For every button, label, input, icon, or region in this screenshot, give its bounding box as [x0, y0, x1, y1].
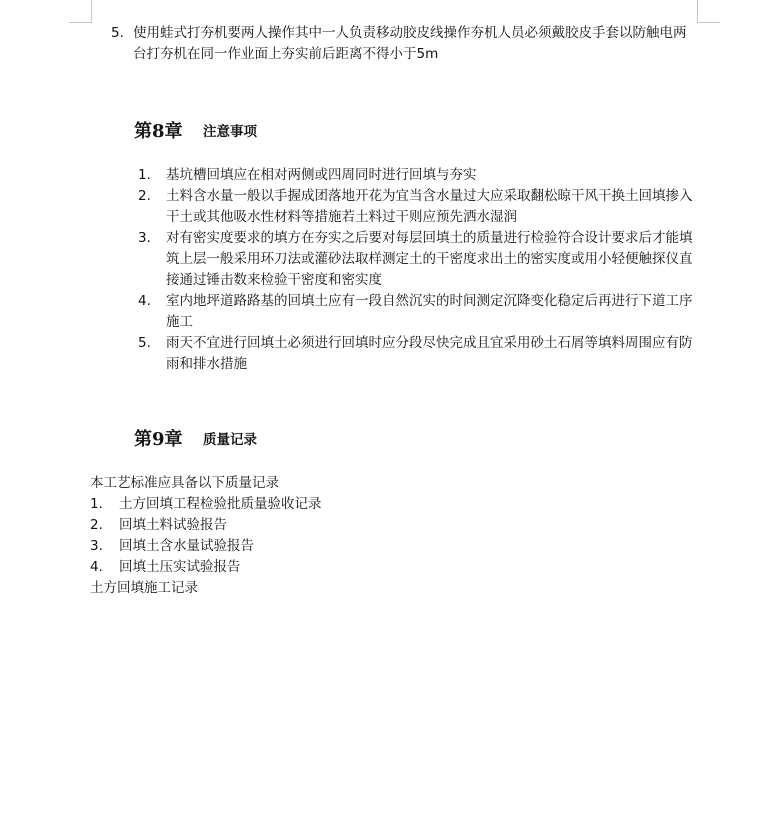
- list-text: 回填土压实试验报告: [119, 559, 241, 575]
- chapter-number: 第8章: [134, 121, 183, 142]
- list-item: [138, 291, 700, 333]
- list-item: [90, 557, 590, 578]
- list-number: 1.: [138, 167, 151, 183]
- list-number: 5.: [111, 25, 124, 41]
- list-text: 土方回填工程检验批质量验收记录: [119, 496, 322, 512]
- list-item: [90, 515, 590, 536]
- list-number: 2.: [138, 188, 151, 204]
- page-corner-mark-left: [69, 0, 92, 23]
- chapter-heading: [134, 117, 434, 143]
- list-number: 3.: [90, 538, 103, 554]
- list-text: 雨天不宜进行回填土必须进行回填时应分段尽快完成且宜采用砂土石屑等填料周围应有防雨和排水措施: [166, 335, 693, 372]
- list-number: 5.: [138, 335, 151, 351]
- list-text: 对有密实度要求的填方在夯实之后要对每层回填土的质量进行检验符合设计要求后才能填筑上层一般采用环刀法或灌砂法取样测定土的干密度求出土的密实度或用小轻便触探仪直接通过锤击数来检验干密度和密实度: [166, 230, 693, 288]
- closing-paragraph: 土方回填施工记录: [90, 580, 198, 596]
- list-text: 土料含水量一般以手握成团落地开花为宜当含水量过大应采取翻松晾干风干换土回填掺入干土或其他吸水性材料等措施若土料过干则应预先洒水湿润: [166, 188, 693, 225]
- list-number: 2.: [90, 517, 103, 533]
- list-item: [138, 228, 700, 291]
- page-corner-mark-right: [697, 0, 720, 23]
- list-item: [138, 165, 700, 186]
- chapter-title: 质量记录: [203, 432, 257, 448]
- list-text: 回填土料试验报告: [119, 517, 227, 533]
- list-number: 4.: [90, 559, 103, 575]
- list-item: [138, 333, 700, 375]
- list-number: 4.: [138, 293, 151, 309]
- list-text: 基坑槽回填应在相对两侧或四周同时进行回填与夯实: [166, 167, 477, 183]
- list-item: [90, 536, 590, 557]
- intro-paragraph: 本工艺标准应具备以下质量记录: [90, 475, 279, 491]
- chapter-heading: [134, 425, 434, 451]
- list-text: 室内地坪道路路基的回填土应有一段自然沉实的时间测定沉降变化稳定后再进行下道工序施工: [166, 293, 693, 330]
- list-text: 使用蛙式打夯机要两人操作其中一人负责移动胶皮线操作夯机人员必须戴胶皮手套以防触电两台打夯机在同一作业面上夯实前后距离不得小于5m: [133, 25, 687, 62]
- list-item: [90, 494, 590, 515]
- chapter-number: 第9章: [134, 429, 183, 450]
- list-item: [138, 186, 700, 228]
- list-number: 3.: [138, 230, 151, 246]
- list-number: 1.: [90, 496, 103, 512]
- list-text: 回填土含水量试验报告: [119, 538, 254, 554]
- list-item: [111, 23, 701, 65]
- chapter-title: 注意事项: [203, 124, 257, 140]
